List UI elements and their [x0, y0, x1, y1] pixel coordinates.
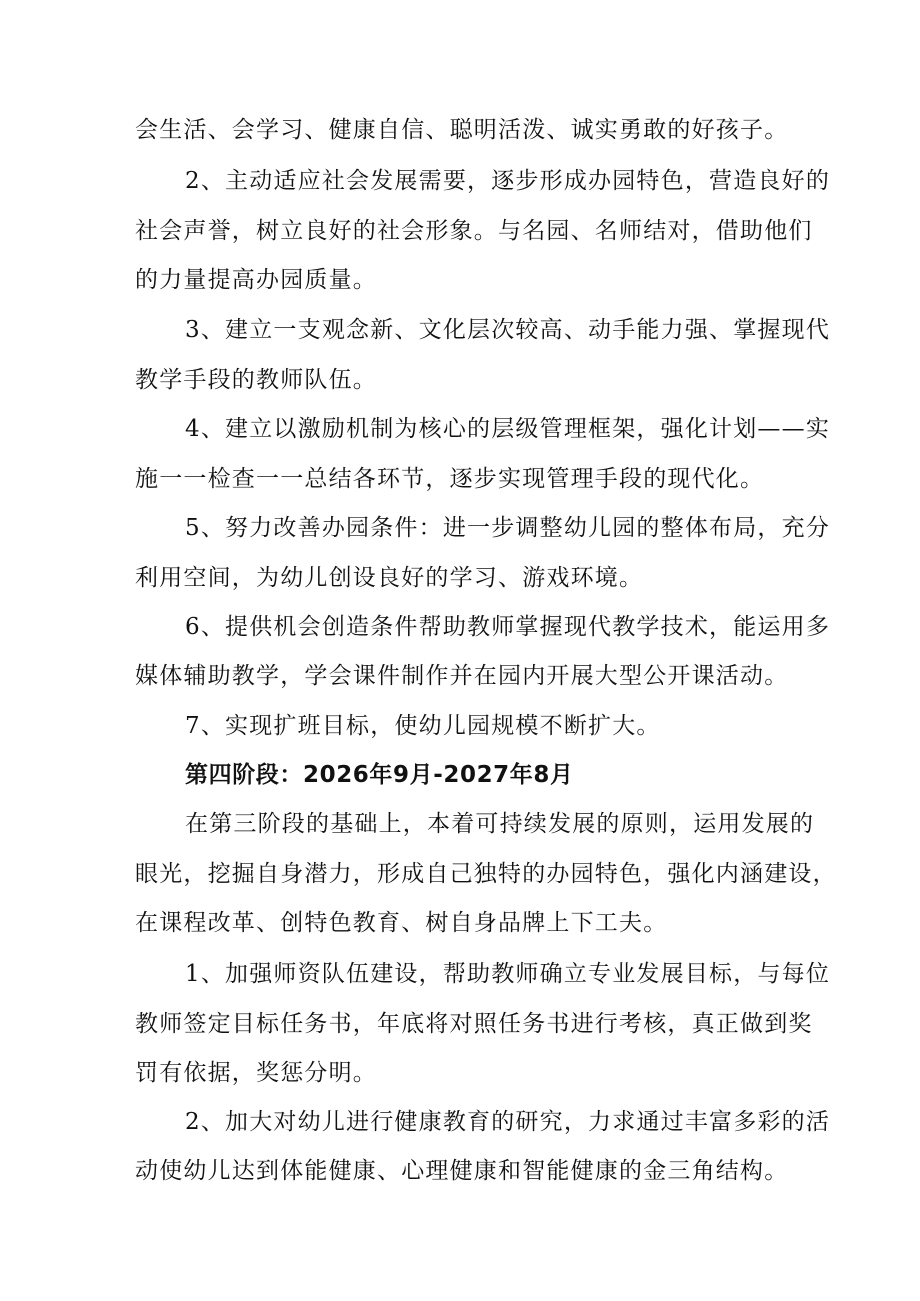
text-line: 6、提供机会创造条件帮助教师掌握现代教学技术，能运用多 — [185, 614, 831, 640]
text-line: 施一一检查一一总结各环节，逐步实现管理手段的现代化。 — [135, 466, 765, 492]
text-line: 教师签定目标任务书，年底将对照任务书进行考核，真正做到奖 — [135, 1011, 813, 1037]
text-line: 动使幼儿达到体能健康、心理健康和智能健康的金三角结构。 — [135, 1158, 789, 1184]
text-line: 会生活、会学习、健康自信、聪明活泼、诚实勇敢的好孩子。 — [135, 117, 789, 143]
text-line: 2、加大对幼儿进行健康教育的研究，力求通过丰富多彩的活 — [185, 1109, 831, 1135]
text-line: 在课程改革、创特色教育、树自身品牌上下工夫。 — [135, 910, 668, 936]
text-line: 2、主动适应社会发展需要，逐步形成办园特色，营造良好的 — [185, 168, 831, 194]
text-line: 在第三阶段的基础上，本着可持续发展的原则，运用发展的 — [185, 811, 815, 837]
text-line: 1、加强师资队伍建设，帮助教师确立专业发展目标，与每位 — [185, 961, 831, 987]
text-line: 教学手段的教师队伍。 — [135, 367, 377, 393]
section-heading: 第四阶段：2026年9月-2027年8月 — [185, 762, 574, 788]
text-line: 社会声誉，树立良好的社会形象。与名园、名师结对，借助他们 — [135, 218, 813, 244]
text-line: 罚有依据，奖惩分明。 — [135, 1060, 377, 1086]
text-line: 5、努力改善办园条件：进一步调整幼儿园的整体布局，充分 — [185, 515, 831, 541]
text-line: 眼光，挖掘自身潜力，形成自己独特的办园特色，强化内涵建设， — [135, 861, 837, 887]
text-line: 4、建立以激励机制为核心的层级管理框架，强化计划——实 — [185, 416, 831, 442]
text-line: 3、建立一支观念新、文化层次较高、动手能力强、掌握现代 — [185, 317, 831, 343]
text-line: 媒体辅助教学，学会课件制作并在园内开展大型公开课活动。 — [135, 663, 789, 689]
text-line: 7、实现扩班目标，使幼儿园规模不断扩大。 — [185, 713, 661, 739]
text-line: 利用空间，为幼儿创设良好的学习、游戏环境。 — [135, 565, 644, 591]
text-line: 的力量提高办园质量。 — [135, 267, 377, 293]
